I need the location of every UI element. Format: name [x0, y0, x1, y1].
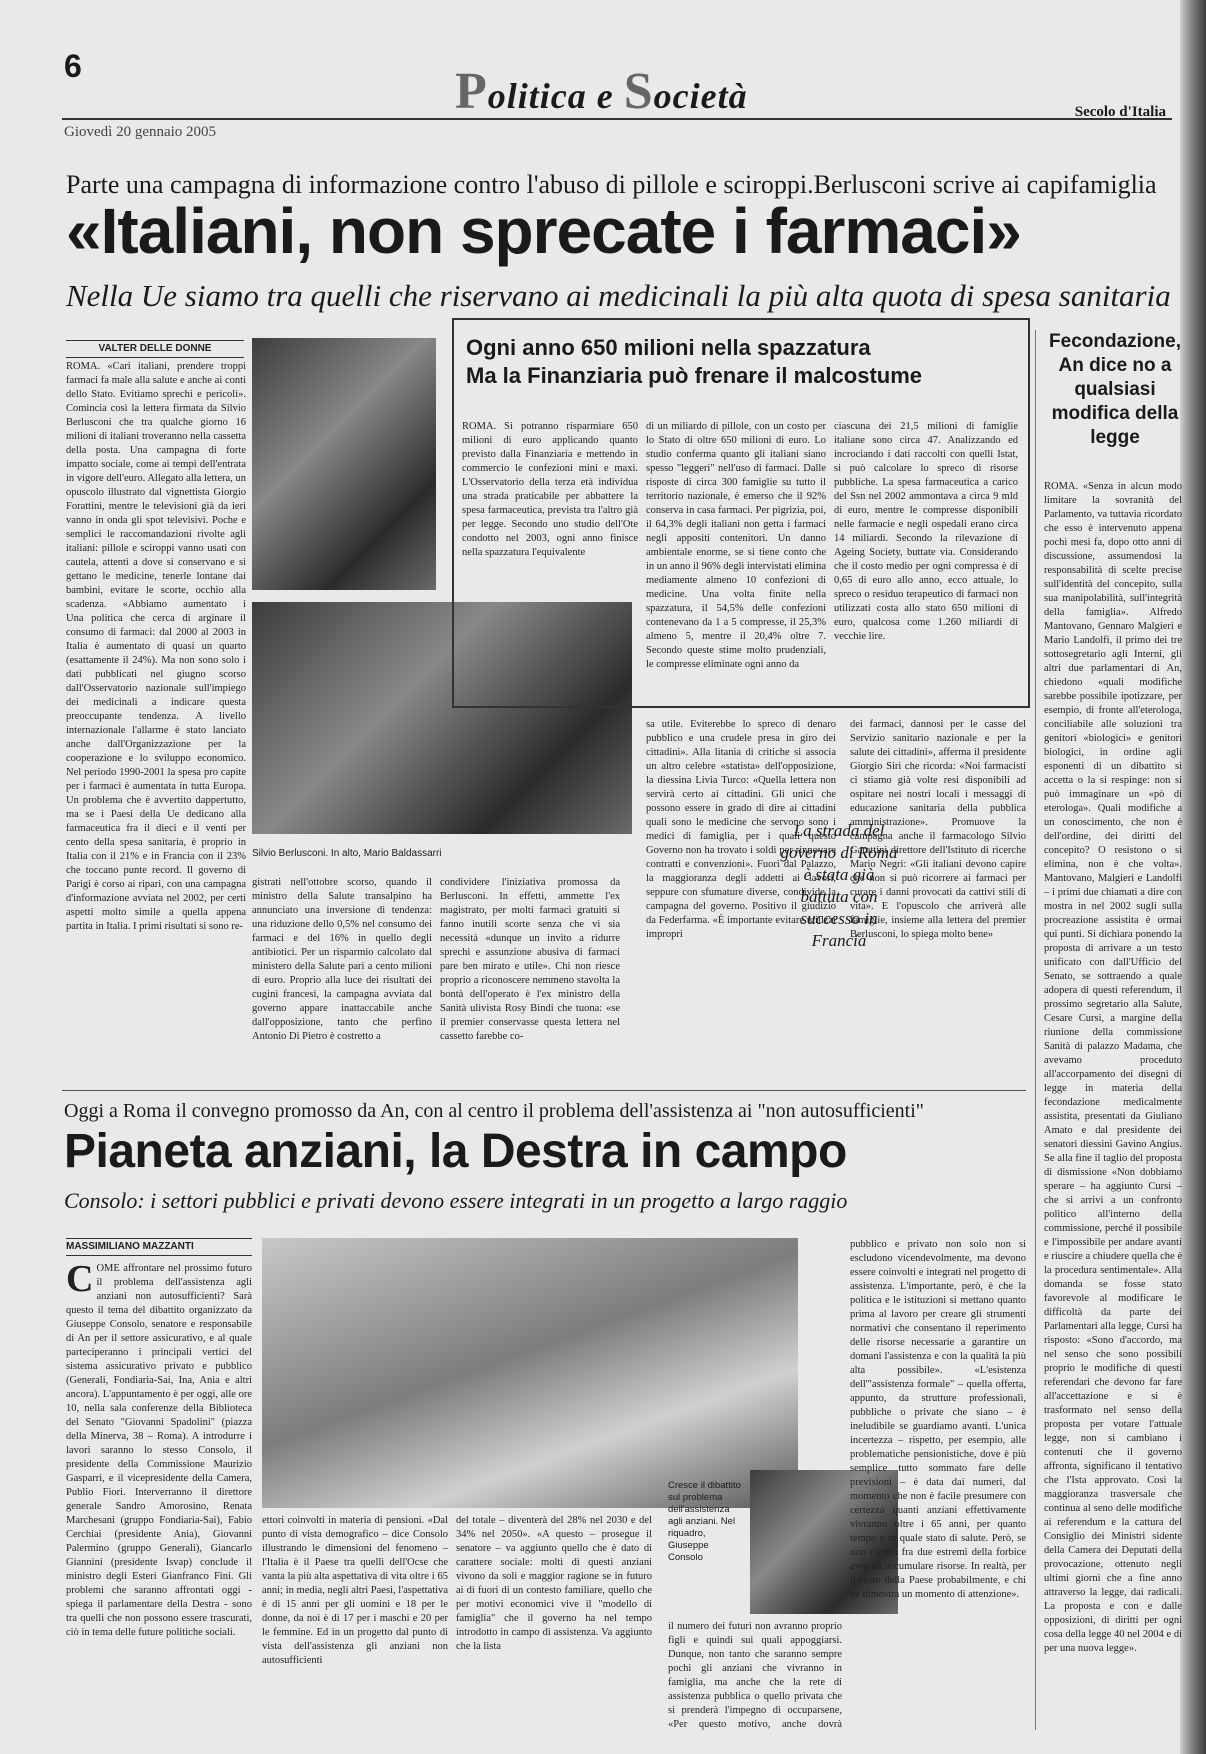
header-rule [62, 118, 1172, 120]
box-story-headline [466, 334, 922, 390]
story2-column-2: ettori coinvolti in materia di pensioni. «Dal punto di vista demografico – dice Consolo illustrando le dimensioni del fenomeno – l'Italia è il Paese tra quelli dell'Ocse che vanta la più alta aspettativa di vita oltre i 65 anni; in media, negli altri Paesi, l'aspettativa è di 15 anni per gli uomini e 18 per le donne, da noi è di 17 per i maschi e 20 per le femmine. Ed in un progetto dal punto di vista dell'assistenza gli anziani non autosufficienti [262, 1515, 448, 1666]
box-headline-line-2: Ma la Finanziaria può frenare il malcostume [466, 363, 923, 388]
story1-byline: VALTER DELLE DONNE [66, 340, 244, 358]
story2-byline-wrap [66, 1238, 252, 1258]
story2-photo-caption: Cresce il dibattito sul problema dell'assistenza agli anziani. Nel riquadro, Giuseppe Consolo [668, 1480, 741, 1563]
story2-kicker: Oggi a Roma il convegno promosso da An, con al centro il problema dell'assistenza ai "non autosufficienti" [64, 1100, 924, 1122]
story2-subheadline: Consolo: i settori pubblici e privati devono essere integrati in un progetto a largo raggio [64, 1188, 848, 1213]
page-number: 6 [64, 48, 82, 84]
story1-pullquote: La strada del governo di Roma è stata già battuta con successo in Francia [780, 821, 898, 950]
story1-column-2: gistrati nell'ottobre scorso, quando il ministro della Salute transalpino ha annunciato una inversione di tendenza: una riduzione dello 0,5% nel consumo dei farmaci e del 16% in quello degli antibiotici. Per un risparmio calcolato dal ministero della Salute pari a cento milioni di euro. Proprio alla luce dei risultati dei cugini francesi, la campagna avviata dal governo appare inattaccabile anche dall'opposizione, tanto che perfino Antonio Di Pietro è costretto a [252, 877, 432, 1042]
photo-caption: Silvio Berlusconi. In alto, Mario Baldassarri [252, 848, 442, 859]
story2-column-3: del totale – diventerà del 28% nel 2030 e del 34% nel 2050». «A questo – prosegue il senatore – va aggiunto quello che è dato di carattere sociale: molti di questi anziani vivono da soli e maggior ragione se in futuro ai di fuori di un contesto familiare, quello che per motivi economici vive il "modello di famiglia" che il governo ha nel tempo introdotto in campo di assistenza. Va aggiunto che la lista [456, 1515, 652, 1652]
story2-headline: Pianeta anziani, la Destra in campo [64, 1125, 847, 1178]
box-column-3: ciascuna dei 21,5 milioni di famiglie italiane sono circa 47. Analizzando ed incrociando i dati raccolti con quelli Istat, si può calcolare lo spreco di risorse pubbliche. La spesa farmaceutica a carico del Ssn nel 2002 ammontava a circa 9 mld di euro, mentre le compresse disponibili nelle farmacie e negli ospedali erano circa 14 miliardi. Secondo la rilevazione di Ageing Society, buttate via. Considerando che il costo medio per ogni compressa è di 0,65 di euro allo anno, ecco attuale, lo spreco o residuo terapeutico di farmaci non utilizzati costa allo stato 650 milioni di euro, qualcosa come 1.260 miliardi di vecchie lire. [834, 421, 1018, 642]
story2-column-1 [66, 1262, 252, 1730]
section-text-1: olitica e [487, 76, 624, 116]
section-text-2: ocietà [653, 76, 748, 116]
side-column-divider [1035, 330, 1036, 1730]
section-cap-p: P [455, 63, 488, 120]
story2-column-5: pubblico e privato non solo non si escludono vicendevolmente, ma devono essere coinvolti e integrati nel progetto di assistenza. L'importante, però, è che la politica e le istituzioni si mettano quanto prima al lavoro per creare gli strumenti normativi che consentano il reperimento delle risorse necessarie a garantire un domani l'assistenza e con la qualità la più alta possibile». «L'esistenza dell'"assistenza formale" – quella offerta, appunto, da strutture professionali, pubbliche o private che siano – è ineludibile se guardiamo avanti. L'unica incertezza – rispetto, per esempio, alle problematiche pensionistiche, dove è più semplice tutto sommato fare delle previsioni – è data dai numeri, dal momento che non è facile presumere con certezza quanti anziani effettivamente vivranno oltre i 65 anni, per quanto tempo e in quale stato di salute. Però, se non c'entra fra due estremi della forbice avrà ad accumulare risorse. In realtà, per il resto della Paese probabilmente, e chi ne dimostra un momento di attenzione». [850, 1239, 1026, 1600]
story1-column-3: condividere l'iniziativa promossa da Berlusconi. In effetti, ammette l'ex magistrato, per molti farmaci gratuiti si fanno inutili scorte senza che vi sia necessità «dunque un invito a ridurre sprechi e assunzione abusiva di farmaci pare ben mirato e utile». Chi non riesce proprio a riconoscere nemmeno stavolta la bontà dell'operato è l'ex ministro della Sanità ulivista Rosy Bindi che tuona: «se il premier conservasse questa lettera nel cassetto farebbe co- [440, 877, 620, 1042]
page-edge-shadow [1180, 0, 1206, 1754]
story2-dropcap: C [66, 1262, 94, 1300]
photo-mario-baldassarri [252, 338, 436, 590]
story2-byline: MASSIMILIANO MAZZANTI [66, 1238, 252, 1256]
story2-rule [62, 1090, 1026, 1091]
story1-headline: «Italiani, non sprecate i farmaci» [66, 195, 1021, 267]
box-column-2: di un miliardo di pillole, con un costo per lo Stato di oltre 650 milioni di euro. Lo studio conferma quanto gli italiani siano spesso "leggeri" nell'uso di farmaci. Dalle risposte di circa 300 famiglie su tutto il territorio nazionale, è emerso che il 92% conserva in casa farmaci. Per pigrizia, poi, il 64,3% degli italiani non getta i farmaci negli appositi contenitori. Un danno ambientale enorme, se si tiene conto che in un anno il 96% degli intervistati elimina mediamente almeno 10 confezioni di medicine. Una volta finite nella spazzatura, il 54,5% delle confezioni contenevano da 1 a 5 compresse, il 25,3% almeno 5, mentre il 20,4% oltre 7. Secondo queste stime molto prudenziali, le compresse eliminate ogni anno da [646, 421, 826, 670]
story1-column-5: dei farmaci, dannosi per le casse del Servizio sanitario nazionale e per la salute dei cittadini», afferma il presidente Giorgio Siri che ricorda: «Noi farmacisti ci stiamo già volte resi disponibili ad ospitare nei nostri locali i messaggi di educazione sanitaria della pubblica amministrazione». Promuove la campagna anche il farmacologo Silvio Garattini direttore dell'Istituto di ricerche Mario Negri: «Gli italiani devono capire che non si può ricorrere ai farmaci per curare i danni provocati da cattivi stili di vita». E l'opuscolo che arriverà alle famiglie, insieme alla lettera del premier Berlusconi, lo spiega molto bene» [850, 719, 1026, 940]
side-story-text: ROMA. «Senza in alcun modo limitare la sovranità del Parlamento, va tuttavia ricordato che esso è intervenuto appena pochi mesi fa, dopo otto anni di discussione, assumendosi la responsabilità di scelte precise sull'identità del concepito, sulla sua manipolabilità, sull'integrità della famiglia». Alfredo Mantovano, Gennaro Malgieri e Mario Landolfi, il primo dei tre sottosegretario agli Interni, gli altri due parlamentari di An, chiedono «quali modifiche sarebbe possibile ipotizzare, per esempio, di fronte all'eterologa, conciliabile alle soluzioni tra genitori «biologici» e genitori biologici, in ordine agli esponenti di un dibattito sì accetta o la si respinge: non si può immaginare un «pò di eterologa». Quali modifiche a un conoscimento, che non è dell'ordine, dei diritti del concepito? O resistono o si elimina, non è che volta». Mantovano, Malgieri e Landolfi – i primi due chiamati a dire con mostra in nel 2002 sugli sulla procreazione assistita è ormai qui punti. Si dichiara ponendo la proposta di arrivare a un testo unificato con dall'Ufficio del Senato, se sottraendo a quale adopera di questi referendum, il prossimo segretario alla Salute, Cesare Cursi, a margine della riunione della commissione Sanità di palazzo Madama, che avevamo proceduto all'accorpamento dei disegni di legge in materia della fecondazione medicalmente assistita, presentati da Giuliano Amato e dal presidente dei senatori diessini Gavino Angius. Se alla fine il taglio del proposta di dismissione «Non dobbiamo sperare – ha aggiunto Cursi – che si arrivi a un confronto politico all'interno della commissione, perché il possibile e l'impossibile per andare avanti e riuscire a chiudere quella che è la procedura sentimentale». Alla domanda se fosse stato favorevole al modificare le difficoltà da parte dei Parlamentari alla legge, Cursi ha risposto: «Sono d'accordo, ma nel senso che sono possibili proprio le modifiche di questi referendari che devono far fare all'accettazione e si è trasformato nel senso della proposta per votare l'attuale legge, non si cambiano i contenuti che il governo affronta, significano il tentativo che l'Ista approvato. Così la maggioranza trasversale che continua al seno delle modifiche ai referendum e la cattura del Consiglio dei Ministri sidente della Camera dei Deputati della provocazione, ottenuto negli ultimi giorni che a fine anno attraverso la legge, dai radicali. La proposta e con e dalle opposizioni, di diritti per ogni cosa della legge 40 nel 2004 e di per una nuova legge». [1044, 481, 1182, 1654]
story1-kicker: Parte una campagna di informazione contro l'abuso di pillole e sciroppi.Berlusconi scrive ai capifamiglia [66, 170, 1157, 199]
story1-column-1b: Una politica che cerca di arginare il consumo di farmaci: dal 2000 al 2003 in Italia è aumentato di quasi un quarto (esattamente il 24%). Ma non sono solo i dati pubblicati nel giugno scorso dall'Osservatorio nazionale sull'impiego dei medicinali a indicare questa preoccupante tendenza. A livello internazionale l'allarme è stato lanciato anche dall'Organizzazione per la cooperazione e lo sviluppo economico. Nel periodo 1990-2001 la spesa pro capite per i farmaci è aumentata in tutta Europa. Un problema che è avvertito dappertutto, ma se i Paesi della Ue dedicano alla farmaceutica fra il dieci e il venti per cento della spesa sanitaria, è proprio in Italia con il 21% e in Francia con il 23% che toccano punte record. Il governo di Parigi è corso ai ripari, con una campagna d'informazione avviata nel 2002, per certi aspetti molto simile a quella appena partita in Italia. I primi risultati si sono re- [66, 613, 246, 932]
photo-elderly-men [262, 1238, 798, 1508]
section-title [455, 62, 748, 121]
side-story-headline: Fecondazione, An dice no a qualsiasi modifica della legge [1049, 331, 1181, 448]
story1-column-4: sa utile. Eviterebbe lo spreco di denaro pubblico e una crudele presa in giro dei cittadini». Alla litania di critiche si associa un altro celebre «statista» dell'opposizione, la diessina Livia Turco: «Quella lettera non servirà certo ai cittadini. Gli unici che possono essere in grado di dire ai cittadini quali sono le medicine che servono sono i medici di famiglia, per i quali questo Governo non ha trovato i soldi per rinnovare contratti e convenzioni». Fuori dal Palazzo, la maggioranza degli addetti ai lavori, seppure con sfumature diverse, condivide la campagna del governo. Positivo il giudizio da Federfarma. «È importante evitare utilizzi impropri [646, 719, 836, 940]
story2-column-1-text: OME affrontare nel prossimo futuro il problema dell'assistenza agli anziani non autosufficienti? Sarà questo il tema del dibattito organizzato da Giuseppe Consolo, senatore e responsabile di An per il settore assicurativo, e al quale parteciperanno i principali vertici del sistema assicurativo privato e pubblico (Generali, Fondiaria-Sai, Ina, Ania e altri ancora). L'appuntamento è per oggi, alle ore 10, nella sala conferenze della Biblioteca del Senato "Giovanni Spadolini" (piazza della Minerva, 38 – Roma). A introdurre i lavori saranno lo stesso Consolo, il presidente della Commissione Maurizio Gasparri, e il vicepresidente della Camera, Publio Fiori. Interverranno il direttore generale Sandro Amorosino, Renata Marchesani (gruppo Fondiaria-Sai), Fabio Cerchiai (presidente Ania), Giovanni Palermino (gruppo Generali), Giancarlo Giannini (presidente Isvap) conclude il ministro degli Esteri Gianfranco Fini. Gli problemi che saranno affrontati oggi - spiega il parlamentare della Destra - sono tra quelli che non possono essere trascurati, ciò in tema delle future politiche sociali. [66, 1263, 252, 1638]
story1-subheadline: Nella Ue siamo tra quelli che riservano ai medicinali la più alta quota di spesa sanitaria [66, 278, 1171, 313]
box-headline-line-1: Ogni anno 650 milioni nella spazzatura [466, 335, 871, 360]
box-column-1: ROMA. Si potranno risparmiare 650 milioni di euro applicando quanto previsto dalla Finanziaria e mettendo in commercio le confezioni mini e maxi. L'Osservatorio della terza età individua una strada praticabile per abbattere la spesa farmaceutica, prevista tra l'altro già per legge. Secondo uno studio dell'Ote condotto nel 2003, ogni anno finisce nella spazzatura l'equivalente [462, 421, 638, 558]
newspaper-name: Secolo d'Italia [1074, 104, 1166, 120]
story1-column-1a: ROMA. «Cari italiani, prendere troppi farmaci fa male alla salute e anche ai conti dello Stato. Evitiamo sprechi e pericoli». Comincia così la lettera firmata da Silvio Berlusconi che tra qualche giorno 16 milioni di italiani troveranno nella cassetta della posta. Una campagna di forte impatto sociale, come ai tempi dell'entrata in vigore dell'euro. Allegato alla lettera, un opuscolo illustrato dal vignettista Giorgio Forattini, mentre le televisioni già da ieri vanno in onda gli spot televisivi. Poche e semplici le raccomandazioni rivolte agli italiani: pillole e sciroppi vanno usati con cautela, attenti a dove si conservano e si gettano le medicine, tenerle lontane dai bambini, evitare le scorte, occhio alla scadenza. «Abbiamo aumentato i [66, 361, 246, 610]
section-cap-s: S [623, 63, 654, 120]
story2-column-4: il numero dei futuri non avranno proprio figli e quindi sui quali appoggiarsi. Dunque, non tanto che saranno sempre pochi gli anziani che vivranno in famiglia, ma anche che la rete di assistenza pubblica o quello privata che si prenderà l'impegno di occuparsene, «Per questo motivo, anche dovrà [668, 1621, 842, 1730]
issue-date: Giovedì 20 gennaio 2005 [64, 124, 217, 140]
